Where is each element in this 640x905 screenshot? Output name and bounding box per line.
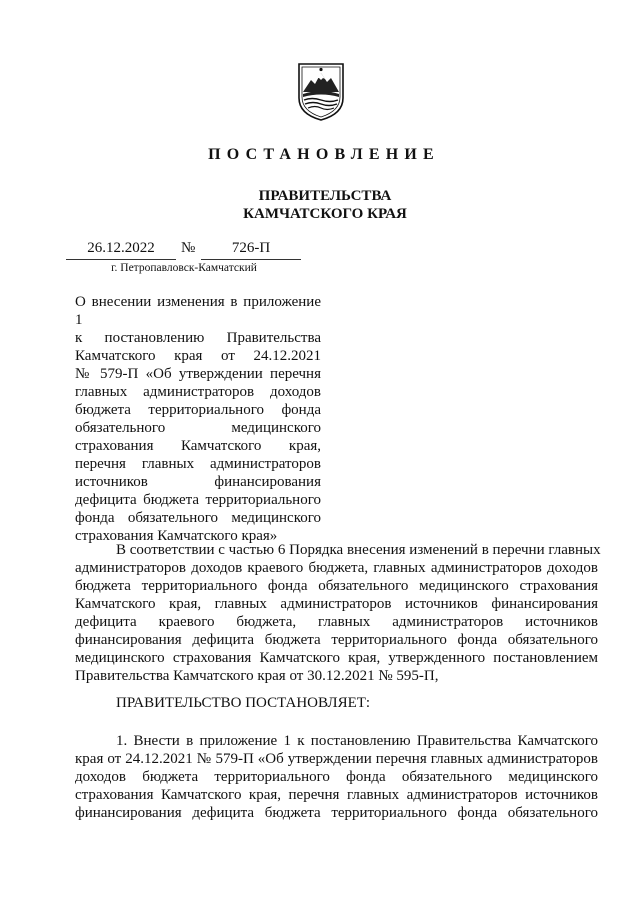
document-date: 26.12.2022 bbox=[87, 240, 155, 256]
paragraph-line: бюджета территориального фонда обязательного медицинского страхования bbox=[75, 578, 598, 594]
subject-line: страхования Камчатского края, bbox=[75, 438, 321, 454]
date-underline bbox=[66, 259, 176, 260]
paragraph-line: Камчатского края, главных администраторов источников финансирования bbox=[75, 596, 598, 612]
subject-line: главных администраторов доходов bbox=[75, 384, 321, 400]
paragraph-line: медицинского страхования Камчатского края, утвержденного постановлением bbox=[75, 650, 598, 666]
issuer-line-2: КАМЧАТСКОГО КРАЯ bbox=[243, 206, 407, 222]
paragraph-line: финансирования дефицита бюджета территориального фонда обязательного bbox=[75, 805, 598, 821]
document-number: 726-П bbox=[231, 240, 271, 256]
document-subject bbox=[75, 293, 321, 545]
paragraph-line: 1. Внести в приложение 1 к постановлению Правительства Камчатского bbox=[116, 733, 598, 749]
kamchatka-emblem-icon bbox=[297, 62, 345, 122]
paragraph-line: Правительства Камчатского края от 30.12.2021 № 595-П, bbox=[75, 668, 439, 684]
issuer-title bbox=[0, 187, 640, 223]
subject-line: Камчатского края от 24.12.2021 bbox=[75, 348, 321, 364]
subject-line: обязательного медицинского bbox=[75, 420, 321, 436]
paragraph-line: В соответствии с частью 6 Порядка внесения изменений в перечни главных bbox=[116, 542, 601, 558]
subject-line: перечня главных администраторов bbox=[75, 456, 321, 472]
resolve-heading: ПРАВИТЕЛЬСТВО ПОСТАНОВЛЯЕТ: bbox=[116, 695, 371, 711]
number-underline bbox=[201, 259, 301, 260]
subject-line: № 579-П «Об утверждении перечня bbox=[75, 366, 321, 382]
number-sign: № bbox=[181, 240, 196, 256]
paragraph-line: страхования Камчатского края, перечня главных администраторов источников bbox=[75, 787, 598, 803]
subject-line: источников финансирования bbox=[75, 474, 321, 490]
paragraph-line: администраторов доходов краевого бюджета, главных администраторов доходов bbox=[75, 560, 598, 576]
clause-1-paragraph bbox=[75, 732, 598, 822]
subject-line: дефицита бюджета территориального bbox=[75, 492, 321, 508]
subject-line: фонда обязательного медицинского bbox=[75, 510, 321, 526]
paragraph-line: дефицита краевого бюджета, главных администраторов источников bbox=[75, 614, 598, 630]
document-city: г. Петропавловск-Камчатский bbox=[111, 262, 257, 274]
subject-line: О внесении изменения в приложение 1 bbox=[75, 294, 321, 328]
subject-line: страхования Камчатского края» bbox=[75, 528, 278, 544]
paragraph-line: финансирования дефицита бюджета территориального фонда обязательного bbox=[75, 632, 598, 648]
preamble-paragraph bbox=[75, 541, 601, 685]
paragraph-line: доходов бюджета территориального фонда обязательного медицинского bbox=[75, 769, 598, 785]
issuer-line-1: ПРАВИТЕЛЬСТВА bbox=[258, 188, 392, 204]
paragraph-line: края от 24.12.2021 № 579-П «Об утверждении перечня главных администраторов bbox=[75, 751, 598, 767]
document-type-title: ПОСТАНОВЛЕНИЕ bbox=[208, 146, 440, 163]
subject-line: бюджета территориального фонда bbox=[75, 402, 321, 418]
subject-line: к постановлению Правительства bbox=[75, 330, 321, 346]
